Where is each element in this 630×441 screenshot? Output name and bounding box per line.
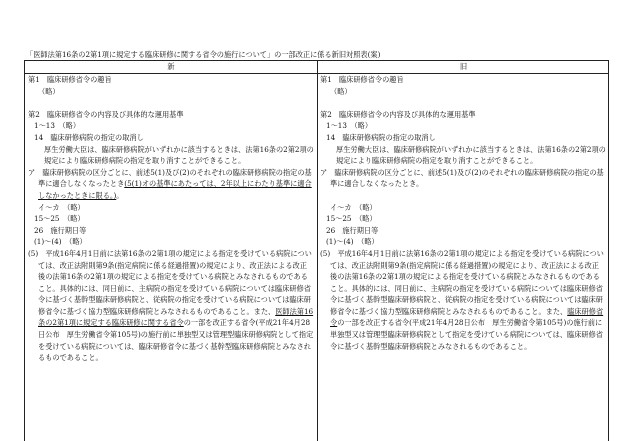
section-2-heading: 第2 臨床研修省令の内容及び具体的な運用基準 — [28, 109, 184, 119]
header-new: 新 — [167, 62, 175, 71]
old-column — [320, 74, 606, 352]
old-items-15-25: 15～25 （略） — [326, 214, 377, 224]
subitem-5-main: (5) 平成16年4月1日前に法第16条の2第1項の規定による指定を受けている病院については、改正法附則第9条(指定病院に係る経過措置)の規定により、改正法による改正後の法第16条の2第1項の規定による指定を受けている病院とみなされるものであること。具体的には、同日前に、主病院の指定を受けている病院については臨床研修省令に基づく基幹型臨床研修病院と、従病院の指定を受けている病院については臨床研修省令に基づく協力型臨床研修病院とみなされるものであること。また、 — [28, 248, 312, 316]
item-a-amendment: (5(1)オの基準にあたっては、2年以上にわたり基準に適合しなかったときに限る。) — [38, 179, 312, 200]
items-1-13: 1～13 （略） — [34, 121, 81, 131]
new-column — [28, 74, 314, 364]
items-15-25: 15～25 （略） — [34, 214, 85, 224]
subitem-5-amendment: 医師法第16条の2第1項に規定する臨床研修に関する省令 — [38, 306, 314, 328]
subitems-1-4: (1)～(4) （略） — [34, 237, 87, 247]
old-section-2-heading: 第2 臨床研修省令の内容及び具体的な運用基準 — [320, 109, 476, 119]
document-title: 「医師法第16条の2第1項に規定する臨床研修に関する省令の施行について」の一部改正に係る新旧対照表(案) — [26, 50, 381, 59]
old-section-1-omitted: （略） — [330, 86, 352, 96]
comparison-table — [24, 60, 609, 441]
old-item-a-text: ア 臨床研修病院の区分ごとに、前述5(1)及び(2)のそれぞれの臨床研修病院の指定の基準に適合しなくなったとき。 — [320, 167, 604, 189]
old-item-26-heading: 26 施行期日等 — [326, 225, 379, 235]
subitem-5-text — [28, 248, 314, 364]
old-subitem-5-main: (5) 平成16年4月1日前に法第16条の2第1項の規定による指定を受けている病院については、改正法附則第9条(指定病院に係る経過措置)の規定により、改正法による改正後の法第16条の2第1項の規定による指定を受けている病院とみなされるものであること。具体的には、同日前に、主病院の指定を受けている病院については臨床研修省令に基づく基幹型臨床研修病院と、従病院の指定を受けている病院については臨床研修省令に基づく協力型臨床研修病院とみなされるものであること。また、 — [320, 248, 604, 316]
old-subitem-5-text — [320, 248, 606, 352]
item-a-text — [28, 167, 314, 202]
subitem-5-rest: の一部を改正する省令(平成21年4月28日公布 厚生労働省令第105号)の施行前に単独型又は管理型臨床研修病院として指定を受けている病院については、臨床研修省令に基づく基幹型臨床研修病院とみなされるものであること。 — [38, 318, 314, 363]
item-a-end: 。 — [116, 190, 124, 200]
old-items-i-ka: イ～カ （略） — [330, 202, 377, 212]
old-subitems-1-4: (1)～(4) （略） — [326, 237, 379, 247]
item-26-heading: 26 施行期日等 — [34, 225, 87, 235]
item-a-main: ア 臨床研修病院の区分ごとに、前述5(1)及び(2)のそれぞれの臨床研修病院の指定の基準に適合しなくなったとき — [28, 167, 312, 189]
old-item-14-heading: 14 臨床研修病院の指定の取消し — [326, 132, 436, 142]
section-1-omitted: （略） — [38, 86, 60, 96]
item-14-heading: 14 臨床研修病院の指定の取消し — [34, 132, 144, 142]
section-1-heading: 第1 臨床研修省令の趣旨 — [28, 75, 112, 84]
item-14-body: 厚生労働大臣は、臨床研修病院がいずれかに該当するときは、法第16条の2第2項の規定により臨床研修病院の指定を取り消すことができること。 — [44, 144, 314, 166]
old-section-1-heading: 第1 臨床研修省令の趣旨 — [320, 75, 404, 84]
old-item-14-body: 厚生労働大臣は、臨床研修病院がいずれかに該当するときは、法第16条の2第2項の規定により臨床研修病院の指定を取り消すことができること。 — [336, 144, 606, 166]
items-i-ka: イ～カ （略） — [38, 202, 85, 212]
column-divider — [317, 61, 318, 441]
old-subitem-5-amendment: 臨床研修省令 — [330, 306, 604, 328]
header-old: 旧 — [459, 62, 468, 71]
old-subitem-5-rest: の一部を改正する省令(平成21年4月28日公布 厚生労働省令第105号)の施行前に単独型又は管理型臨床研修病院として指定を受けている病院については、臨床研修省令に基づく基幹型臨床研修病院とみなされるものであること。 — [330, 318, 603, 351]
old-items-1-13: 1～13 （略） — [326, 121, 373, 131]
